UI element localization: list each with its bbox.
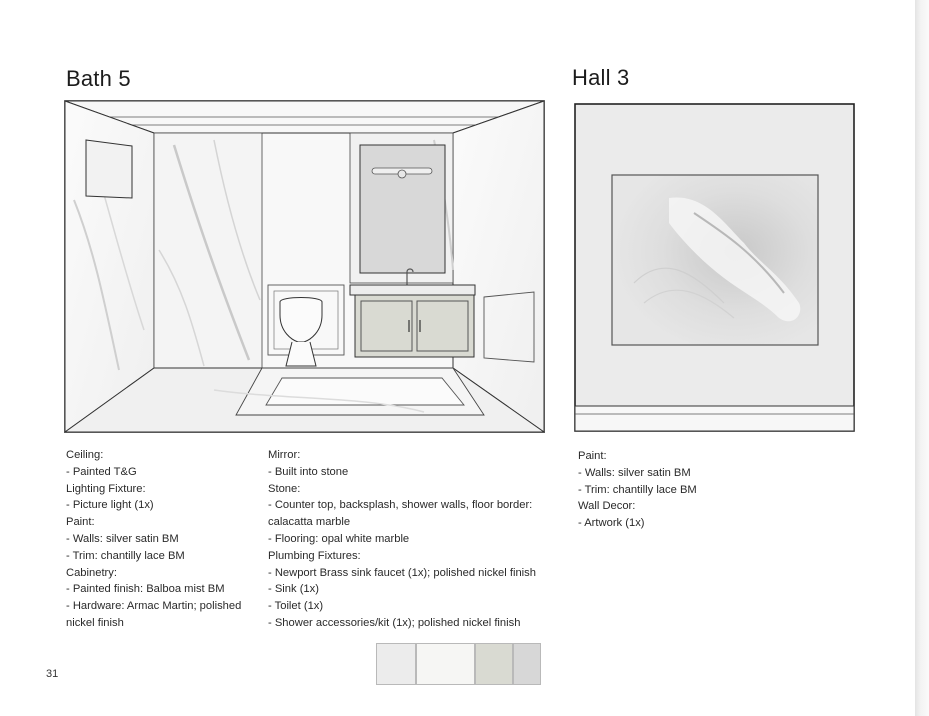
note-line: - Trim: chantilly lace BM [66, 549, 185, 562]
note-line: - Hardware: Armac Martin; polished [66, 600, 242, 613]
bath-notes-col1 [66, 447, 256, 632]
hall-elevation-drawing [574, 103, 855, 433]
note-line: - Painted T&G [66, 465, 137, 478]
page-edge-shadow [915, 0, 929, 716]
note-line: Wall Decor: [578, 500, 636, 513]
note-line: - Toilet (1x) [268, 600, 324, 613]
note-line: - Flooring: opal white marble [268, 532, 410, 545]
note-line: - Painted finish: Balboa mist BM [66, 583, 225, 596]
note-line: Paint: [66, 516, 95, 529]
note-line: - Walls: silver satin BM [578, 466, 691, 479]
hall-title: Hall 3 [572, 65, 630, 90]
material-swatches [376, 643, 541, 685]
note-line: Plumbing Fixtures: [268, 549, 361, 562]
note-line: Paint: [578, 450, 607, 462]
bath-elevation-drawing [64, 100, 545, 433]
note-line: - Newport Brass sink faucet (1x); polished nickel finish [268, 566, 536, 579]
hall-notes [578, 448, 778, 532]
note-line: Lighting Fixture: [66, 482, 146, 495]
note-line: Stone: [268, 482, 301, 495]
note-line: nickel finish [66, 616, 124, 629]
swatch-balboa-mist [475, 643, 513, 685]
note-line: - Picture light (1x) [66, 499, 154, 512]
note-line: - Trim: chantilly lace BM [578, 483, 697, 496]
swatch-opal-white-marble [376, 643, 416, 685]
page-number: 31 [46, 668, 59, 680]
note-line: Ceiling: [66, 449, 104, 461]
note-line: - Walls: silver satin BM [66, 532, 179, 545]
note-line: - Sink (1x) [268, 583, 319, 596]
note-line: - Built into stone [268, 465, 349, 478]
bath-title: Bath 5 [66, 66, 131, 91]
note-line: - Artwork (1x) [578, 517, 645, 530]
bath-notes-col2 [268, 447, 548, 632]
swatch-calacatta-marble [416, 643, 475, 685]
note-line: - Shower accessories/kit (1x); polished nickel finish [268, 616, 521, 629]
note-line: Cabinetry: [66, 566, 117, 579]
note-line: Mirror: [268, 449, 301, 461]
note-line: calacatta marble [268, 516, 351, 529]
swatch-silver-satin [513, 643, 541, 685]
note-line: - Counter top, backsplash, shower walls, floor border: [268, 499, 533, 512]
